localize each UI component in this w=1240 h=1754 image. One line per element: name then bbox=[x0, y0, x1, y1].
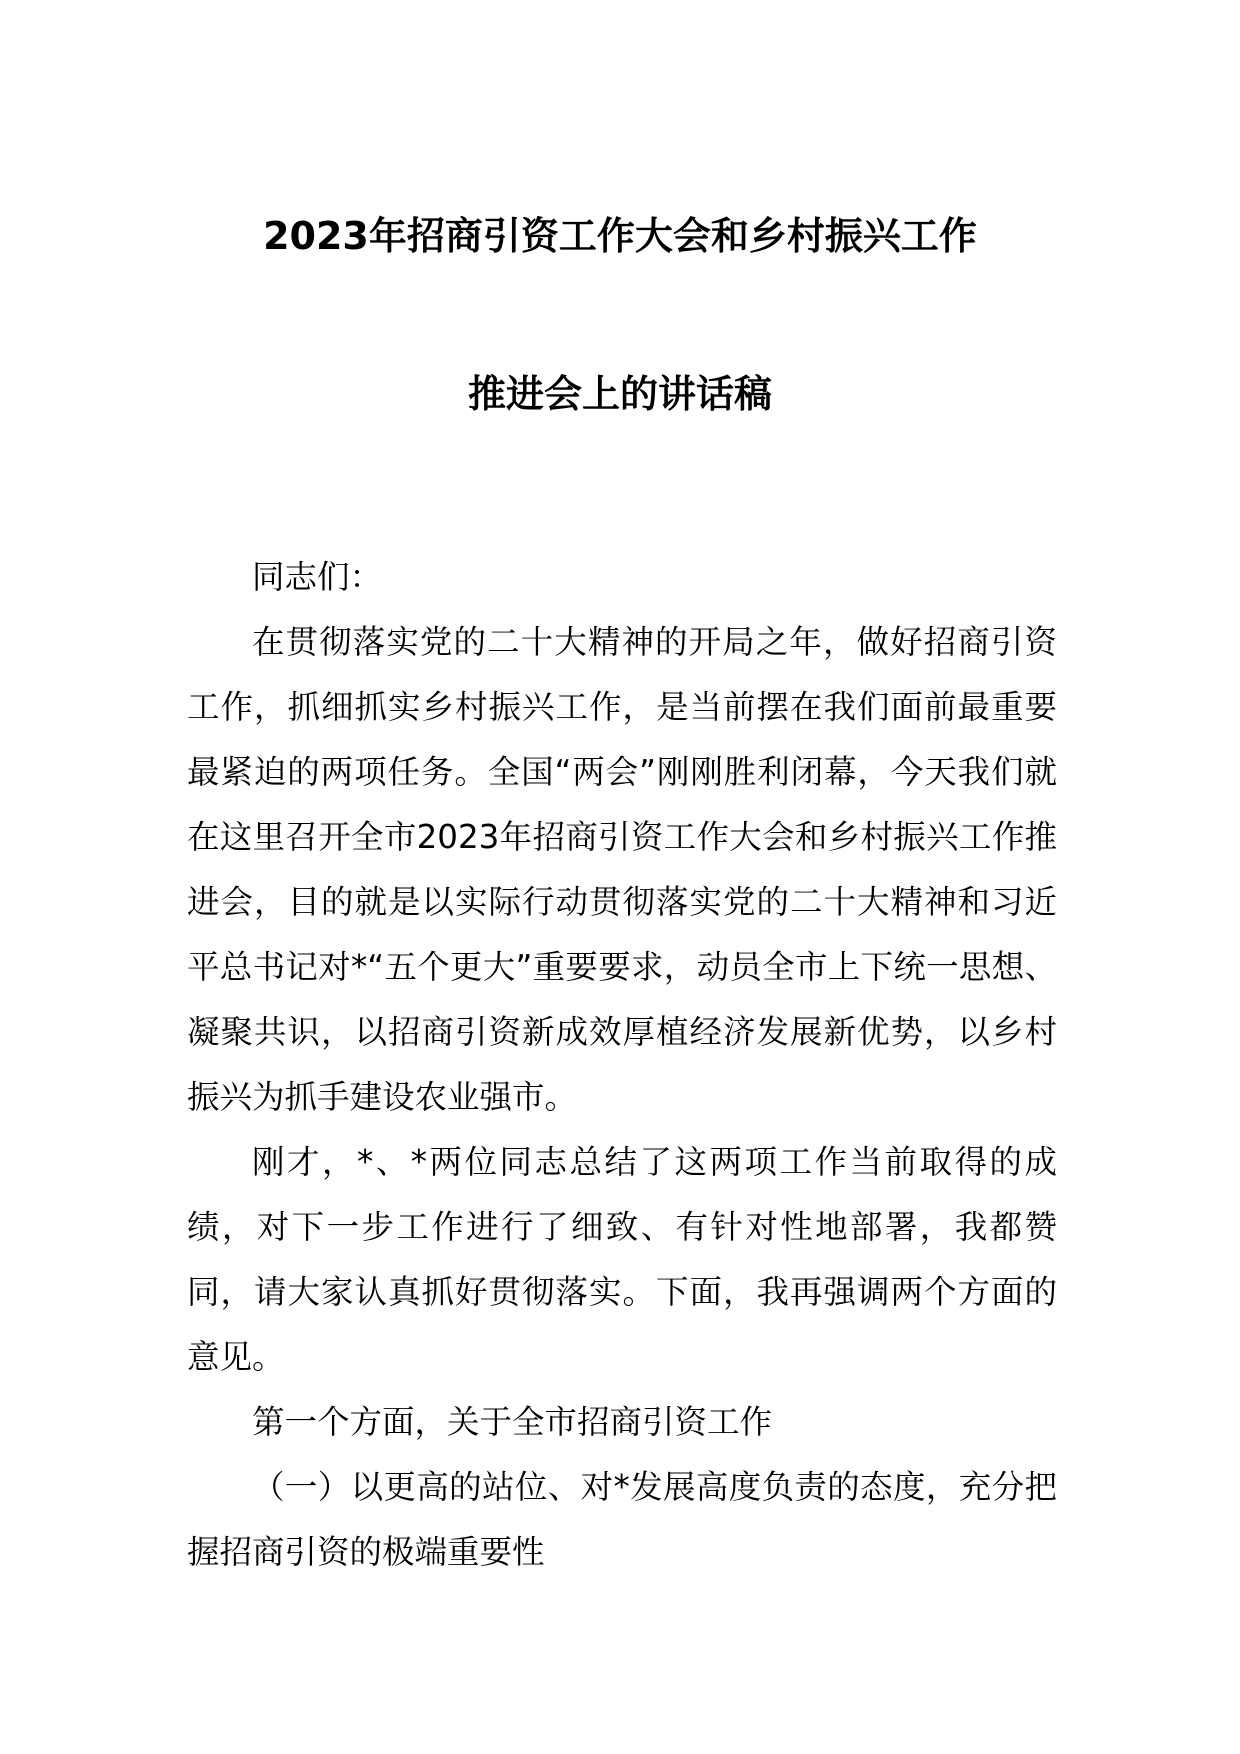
document-title-line-2: 推进会上的讲话稿 bbox=[467, 372, 772, 416]
subsection-heading: （一）以更高的站位、对*发展高度负责的态度，充分把握招商引资的极端重要性 bbox=[187, 1468, 1057, 1571]
section-heading: 第一个方面，关于全市招商引资工作 bbox=[252, 1403, 773, 1441]
document-title-line-1: 2023年招商引资工作大会和乡村振兴工作 bbox=[263, 214, 977, 258]
paragraph-summary: 刚才，*、*两位同志总结了这两项工作当前取得的成绩，对下一步工作进行了细致、有针对性地部署，我都赞同，请大家认真抓好贯彻落实。下面，我再强调两个方面的意见。 bbox=[187, 1143, 1057, 1376]
document-body bbox=[187, 545, 1057, 1585]
salutation: 同志们： bbox=[252, 558, 383, 596]
paragraph-intro: 在贯彻落实党的二十大精神的开局之年，做好招商引资工作，抓细抓实乡村振兴工作，是当前摆在我们面前最重要最紧迫的两项任务。全国“两会”刚刚胜利闭幕，今天我们就在这里召开全市2023年招商引资工作大会和乡村振兴工作推进会，目的就是以实际行动贯彻落实党的二十大精神和习近平总书记对*“五个更大”重要要求，动员全市上下统一思想、凝聚共识，以招商引资新成效厚植经济发展新优势，以乡村振兴为抓手建设农业强市。 bbox=[187, 623, 1057, 1116]
